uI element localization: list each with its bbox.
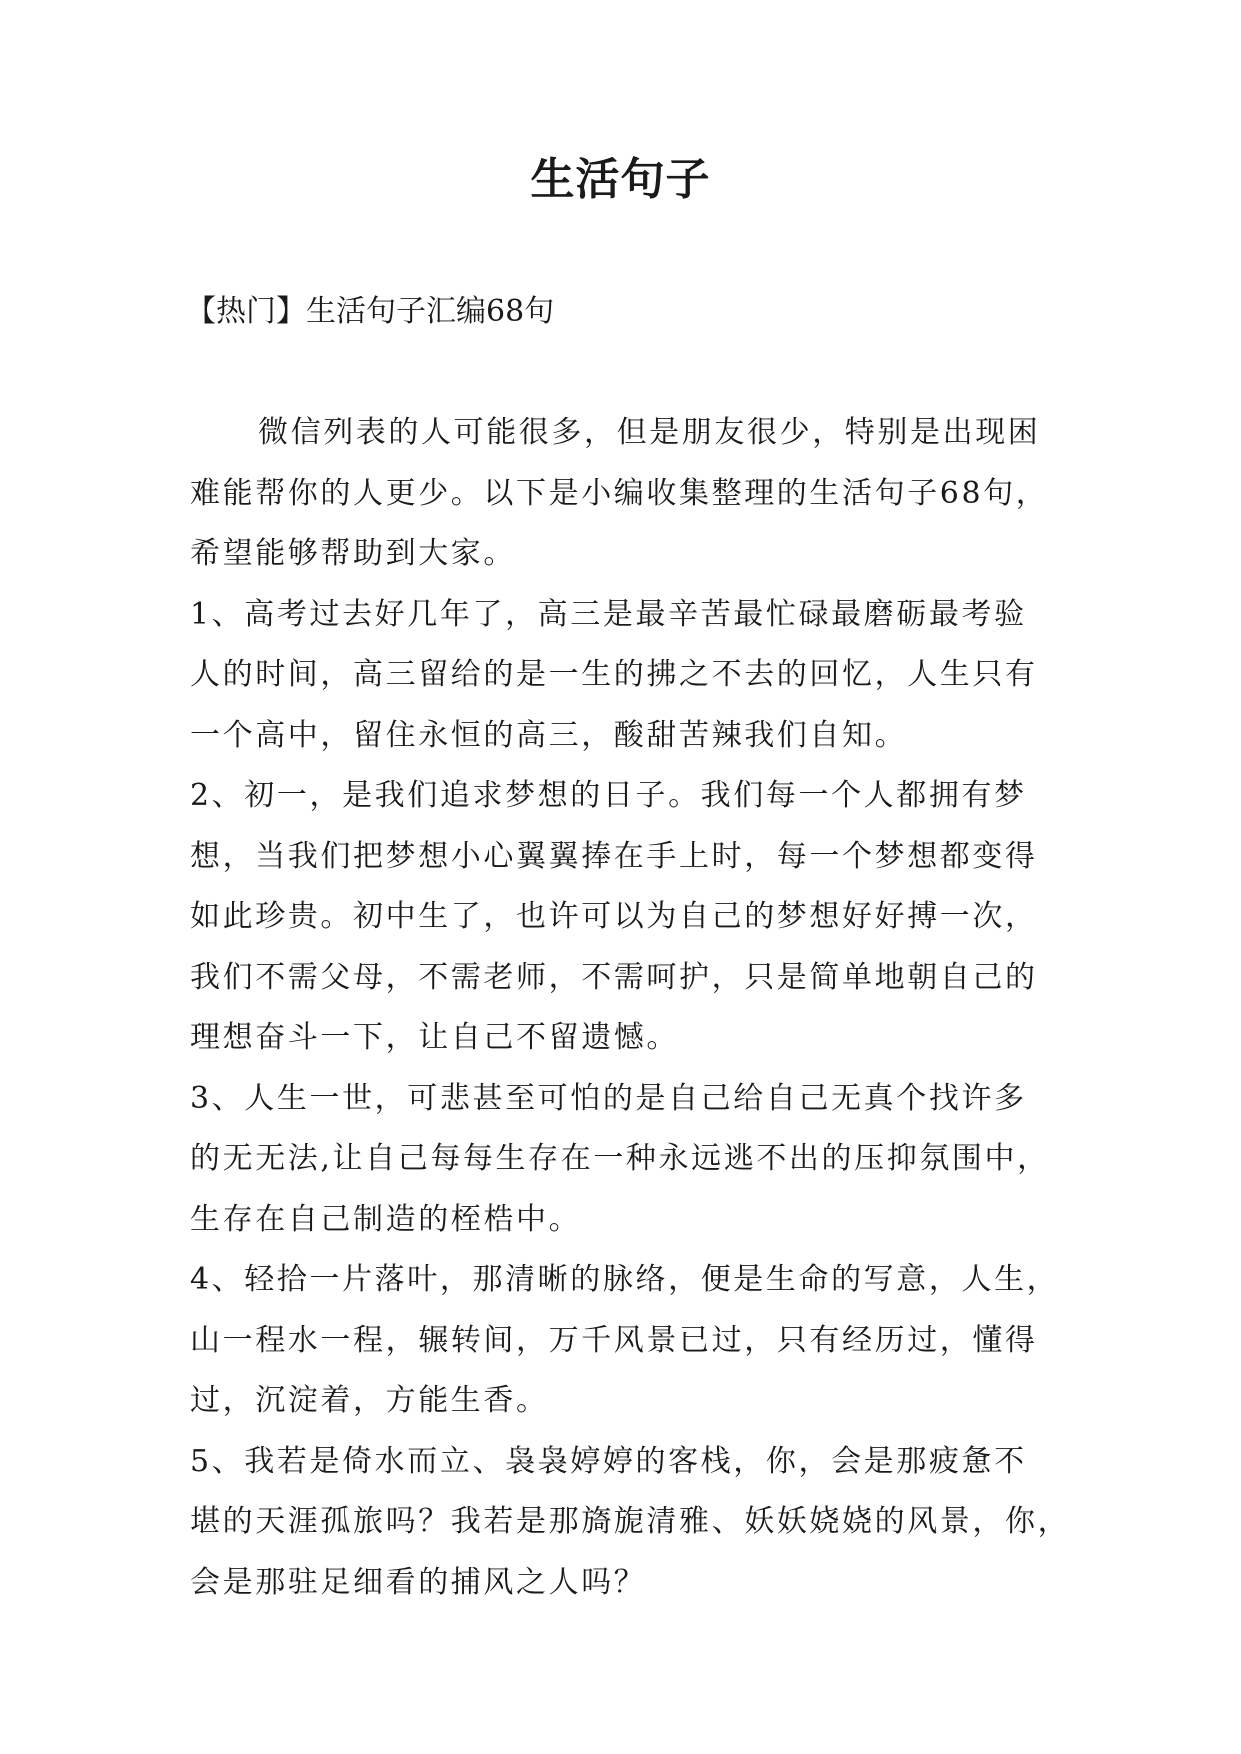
list-item-2 (190, 766, 1070, 1069)
list-item-3 (190, 1069, 1070, 1251)
item-line: 如此珍贵。初中生了，也许可以为自己的梦想好好搏一次， (190, 899, 1038, 934)
item-line: 过，沉淀着，方能生香。 (190, 1383, 549, 1418)
item-line: 4、轻拾一片落叶，那清晰的脉络，便是生命的写意，人生， (190, 1262, 1060, 1297)
intro-paragraph (190, 403, 1070, 585)
intro-line: 希望能够帮助到大家。 (190, 536, 516, 571)
item-line: 会是那驻足细看的捕风之人吗？ (190, 1564, 647, 1600)
item-line: 一个高中，留住永恒的高三，酸甜苦辣我们自知。 (190, 717, 908, 753)
item-line: 2、初一，是我们追求梦想的日子。我们每一个人都拥有梦 (190, 778, 1027, 813)
item-line: 生存在自己制造的桎梏中。 (190, 1201, 582, 1237)
item-line: 3、人生一世，可悲甚至可怕的是自己给自己无真个找许多 (190, 1080, 1027, 1116)
item-line: 1、高考过去好几年了，高三是最辛苦最忙碌最磨砺最考验 (190, 596, 1027, 632)
item-line: 堪的天涯孤旅吗？我若是那旖旎清雅、妖妖娆娆的风景，你， (190, 1504, 1071, 1539)
document-title: 生活句子 (530, 154, 711, 205)
item-line: 的无无法,让自己每每生存在一种永远逃不出的压抑氛围中， (190, 1141, 1050, 1176)
item-line: 5、我若是倚水而立、袅袅婷婷的客栈，你，会是那疲惫不 (190, 1443, 1027, 1479)
intro-line: 难能帮你的人更少。以下是小编收集整理的生活句子68句， (190, 475, 1049, 511)
document-body (190, 403, 1070, 1613)
item-line: 人的时间，高三留给的是一生的拂之不去的回忆，人生只有 (190, 657, 1038, 692)
list-item-4 (190, 1250, 1070, 1432)
intro-line: 微信列表的人可能很多，但是朋友很少，特别是出现困 (258, 415, 1041, 450)
item-line: 理想奋斗一下，让自己不留遗憾。 (190, 1020, 679, 1055)
item-line: 山一程水一程，辗转间，万千风景已过，只有经历过，懂得 (190, 1322, 1038, 1358)
document-subtitle: 【热门】生活句子汇编68句 (186, 294, 555, 329)
item-line: 想，当我们把梦想小心翼翼捧在手上时，每一个梦想都变得 (190, 838, 1038, 874)
item-line: 我们不需父母，不需老师，不需呵护，只是简单地朝自己的 (190, 959, 1038, 995)
list-item-5 (190, 1432, 1070, 1614)
list-item-1 (190, 585, 1070, 767)
